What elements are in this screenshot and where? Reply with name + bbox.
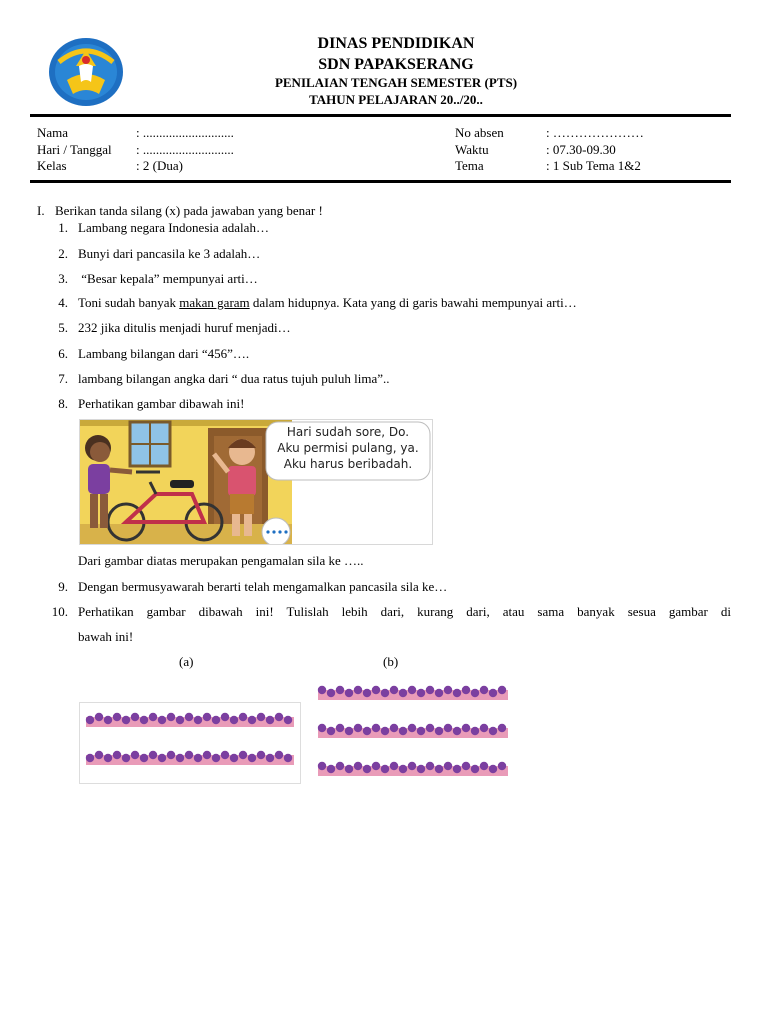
question-number: 4. — [58, 295, 68, 310]
flower-petal — [399, 689, 407, 697]
flower-petal — [318, 762, 326, 770]
flower-group-a — [79, 702, 301, 784]
flower-petal — [372, 762, 380, 770]
flower-petal — [284, 716, 292, 724]
flower-petal — [257, 751, 265, 759]
flower-rows-b — [316, 680, 512, 782]
flower-petal — [327, 689, 335, 697]
question-text-line-2: bawah ini! — [78, 629, 134, 644]
flower-petal — [381, 765, 389, 773]
flower-petal — [363, 689, 371, 697]
question-number: 5. — [58, 320, 68, 335]
flower-petal — [444, 762, 452, 770]
question-text-line-1: Perhatikan gambar dibawah ini! Tulislah lebih dari, kurang dari, atau sama banyak sesua gambar di — [78, 604, 731, 619]
question-number: 7. — [58, 371, 68, 386]
question-number: 2. — [58, 246, 68, 261]
kelas-label: Kelas — [37, 158, 67, 173]
flower-petal — [408, 724, 416, 732]
question-text: Perhatikan gambar dibawah ini! — [78, 396, 245, 411]
flower-petal — [95, 713, 103, 721]
flower-group-b — [316, 680, 512, 782]
boy-bicycle-illustration — [80, 420, 432, 544]
flower-petal — [167, 751, 175, 759]
flower-petal — [327, 727, 335, 735]
section-instruction: Berikan tanda silang (x) pada jawaban yang benar ! — [55, 203, 323, 218]
flower-petal — [149, 751, 157, 759]
question-text: 232 jika ditulis menjadi huruf menjadi… — [78, 320, 291, 335]
absen-value[interactable]: : ………………… — [546, 125, 644, 140]
question-text — [78, 295, 577, 311]
speech-line-3: Aku harus beribadah. — [283, 457, 413, 471]
flower-petal — [399, 765, 407, 773]
flower-petal — [489, 765, 497, 773]
flower-row — [318, 686, 508, 700]
question-text: Lambang bilangan dari “456”…. — [78, 346, 250, 361]
flower-petal — [318, 686, 326, 694]
question-text-pre: Toni sudah banyak — [78, 295, 180, 310]
question-text: “Besar kepala” mempunyai arti… — [78, 271, 258, 286]
flower-petal — [426, 724, 434, 732]
question-number: 3. — [58, 271, 68, 286]
flower-petal — [113, 751, 121, 759]
flower-petal — [471, 689, 479, 697]
question-text-post: dalam hidupnya. Kata yang di garis bawahi mempunyai arti… — [249, 295, 577, 310]
flower-petal — [176, 754, 184, 762]
flower-petal — [318, 724, 326, 732]
flower-petal — [248, 754, 256, 762]
flower-petal — [390, 762, 398, 770]
flower-petal — [435, 689, 443, 697]
flower-petal — [336, 724, 344, 732]
flower-petal — [212, 754, 220, 762]
flower-petal — [266, 754, 274, 762]
flower-petal — [345, 727, 353, 735]
flower-petal — [498, 686, 506, 694]
flower-petal — [408, 686, 416, 694]
question-text: lambang bilangan angka dari “ dua ratus tujuh puluh lima”.. — [78, 371, 390, 386]
flower-petal — [194, 754, 202, 762]
flower-petal — [489, 727, 497, 735]
flower-petal — [185, 751, 193, 759]
tema-label: Tema — [455, 158, 484, 173]
flower-petal — [390, 724, 398, 732]
bottom-rule — [30, 180, 731, 183]
flower-petal — [221, 713, 229, 721]
flower-petal — [176, 716, 184, 724]
header-dinas: DINAS PENDIDIKAN — [317, 35, 475, 52]
flower-petal — [149, 713, 157, 721]
flower-petal — [230, 716, 238, 724]
flower-petal — [426, 686, 434, 694]
flower-row — [86, 751, 294, 765]
flower-petal — [248, 716, 256, 724]
flower-petal — [480, 724, 488, 732]
flower-petal — [417, 727, 425, 735]
question-number: 10. — [51, 604, 68, 619]
flower-petal — [471, 727, 479, 735]
flower-petal — [95, 751, 103, 759]
flower-petal — [381, 689, 389, 697]
flower-petal — [336, 686, 344, 694]
flower-petal — [158, 754, 166, 762]
flower-row — [318, 762, 508, 776]
speech-line-1: Hari sudah sore, Do. — [286, 425, 410, 439]
question-text: Lambang negara Indonesia adalah… — [78, 220, 269, 235]
flower-petal — [221, 751, 229, 759]
flower-petal — [435, 765, 443, 773]
flower-petal — [372, 724, 380, 732]
waktu-value: : 07.30-09.30 — [546, 142, 616, 157]
flower-petal — [275, 713, 283, 721]
flower-petal — [480, 686, 488, 694]
section-number: I. — [37, 203, 45, 218]
flower-petal — [239, 751, 247, 759]
flower-petal — [194, 716, 202, 724]
flower-petal — [104, 754, 112, 762]
picture-caption: Dari gambar diatas merupakan pengamalan sila ke ….. — [78, 553, 364, 568]
flower-petal — [453, 689, 461, 697]
hari-value[interactable]: : ............................ — [136, 142, 234, 157]
flower-petal — [480, 762, 488, 770]
flower-petal — [140, 754, 148, 762]
flower-petal — [239, 713, 247, 721]
flower-petal — [284, 754, 292, 762]
question-text: Dengan bermusyawarah berarti telah mengamalkan pancasila sila ke… — [78, 579, 448, 594]
flower-petal — [498, 724, 506, 732]
flower-petal — [381, 727, 389, 735]
flower-petal — [140, 716, 148, 724]
flower-petal — [345, 765, 353, 773]
flower-petal — [453, 765, 461, 773]
question-number: 6. — [58, 346, 68, 361]
flower-petal — [444, 686, 452, 694]
absen-label: No absen — [455, 125, 504, 140]
illustration-q8 — [79, 419, 433, 545]
flower-petal — [498, 762, 506, 770]
flower-petal — [489, 689, 497, 697]
flower-petal — [435, 727, 443, 735]
question-number: 1. — [58, 220, 68, 235]
flower-petal — [212, 716, 220, 724]
label-b: (b) — [383, 654, 399, 669]
flower-petal — [417, 765, 425, 773]
flower-petal — [345, 689, 353, 697]
flower-petal — [230, 754, 238, 762]
flower-petal — [158, 716, 166, 724]
flower-petal — [462, 686, 470, 694]
flower-petal — [185, 713, 193, 721]
question-number: 9. — [58, 579, 68, 594]
question-number: 8. — [58, 396, 68, 411]
flower-petal — [275, 751, 283, 759]
header-school: SDN PAPAKSERANG — [318, 56, 474, 73]
flower-petal — [131, 751, 139, 759]
question-text: Bunyi dari pancasila ke 3 adalah… — [78, 246, 261, 261]
flower-petal — [122, 716, 130, 724]
flower-petal — [203, 751, 211, 759]
nama-value[interactable]: : ............................ — [136, 125, 234, 140]
flower-petal — [462, 762, 470, 770]
flower-petal — [131, 713, 139, 721]
flower-petal — [417, 689, 425, 697]
nama-label: Nama — [37, 125, 69, 140]
top-rule — [30, 114, 731, 117]
flower-petal — [471, 765, 479, 773]
flower-petal — [453, 727, 461, 735]
flower-petal — [444, 724, 452, 732]
flower-petal — [327, 765, 335, 773]
flower-petal — [203, 713, 211, 721]
flower-petal — [266, 716, 274, 724]
underlined-phrase: makan garam — [179, 295, 250, 310]
header-year: TAHUN PELAJARAN 20../20.. — [309, 92, 483, 107]
waktu-label: Waktu — [455, 142, 489, 157]
flower-row — [86, 713, 294, 727]
flower-row — [318, 724, 508, 738]
flower-petal — [122, 754, 130, 762]
flower-petal — [426, 762, 434, 770]
flower-petal — [462, 724, 470, 732]
flower-petal — [363, 727, 371, 735]
tema-value: : 1 Sub Tema 1&2 — [546, 158, 641, 173]
flower-petal — [390, 686, 398, 694]
flower-petal — [354, 686, 362, 694]
flower-petal — [408, 762, 416, 770]
flower-petal — [354, 762, 362, 770]
flower-petal — [86, 716, 94, 724]
flower-petal — [354, 724, 362, 732]
flower-petal — [363, 765, 371, 773]
flower-petal — [86, 754, 94, 762]
hari-label: Hari / Tanggal — [37, 142, 112, 157]
header-exam: PENILAIAN TENGAH SEMESTER (PTS) — [274, 75, 518, 90]
flower-petal — [257, 713, 265, 721]
flower-petal — [113, 713, 121, 721]
flower-petal — [104, 716, 112, 724]
flower-petal — [372, 686, 380, 694]
flower-petal — [167, 713, 175, 721]
flower-petal — [336, 762, 344, 770]
kelas-value: : 2 (Dua) — [136, 158, 183, 173]
flower-petal — [399, 727, 407, 735]
speech-line-2: Aku permisi pulang, ya. — [277, 441, 419, 455]
label-a: (a) — [179, 654, 194, 669]
flower-rows-a — [80, 703, 300, 783]
